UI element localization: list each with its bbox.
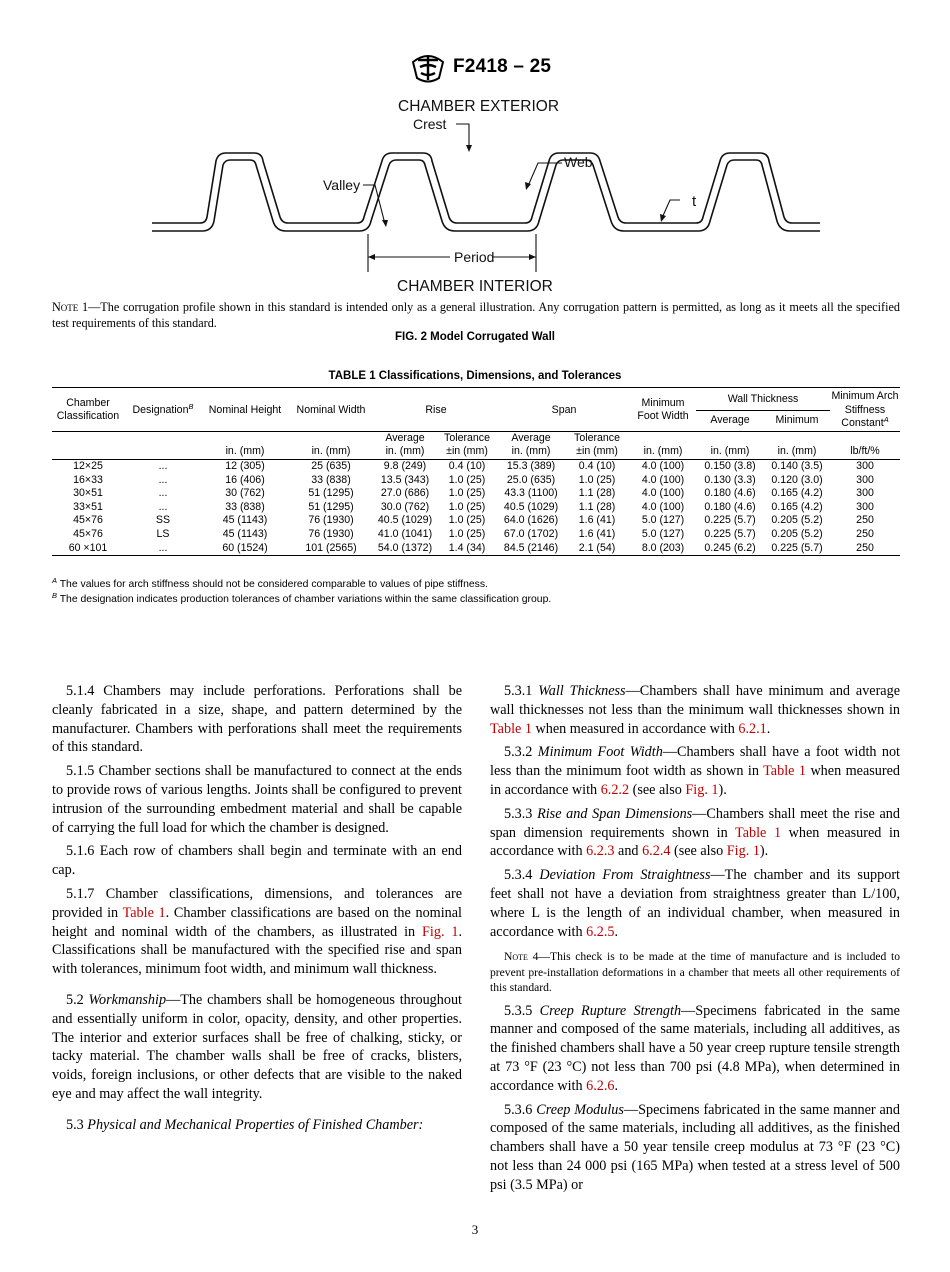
link-table-1[interactable]: Table 1: [490, 720, 532, 737]
note-label: Note 1: [52, 300, 89, 314]
unit-span-average: Average in. (mm): [498, 431, 564, 459]
section-5-1-7: 5.1.7 Chamber classifications, dimensions, and tolerances are provided in Table 1. Chamber classifications are based on the nominal height and nominal width of the chambers, as illustrated in Fig. 1. Classifications shall be manufactured with the specified rise and span with tolerances, minimum foot width, and minimum wall thickness.: [52, 885, 462, 978]
page-header: [0, 52, 950, 86]
page-number: 3: [471, 1222, 479, 1237]
header-span: Span: [498, 388, 630, 432]
section-5-3-6: 5.3.6 Creep Modulus—Specimens fabricated in the same manner and composed of the same materials, including all additives, as the finished chambers shall have a 50 year tensile creep modulus at 73 °F (23 °C) not less than 24 000 psi (165 MPa) when tested at a stress level of 500 psi (3.5 MPa) or: [490, 1101, 900, 1193]
unit-rise-tolerance: Tolerance ±in (mm): [436, 431, 498, 459]
classification-table: [52, 387, 900, 556]
table-footnotes: [52, 577, 900, 607]
table-title: TABLE 1 Classifications, Dimensions, and Tolerances: [328, 370, 622, 382]
left-column: [52, 682, 462, 1135]
label-period: Period: [454, 249, 495, 265]
header-min-foot-width: Minimum Foot Width: [630, 388, 696, 432]
document-number: F2418 – 25: [453, 56, 552, 77]
table-row: 12×25 ... 12 (305) 25 (635) 9.8 (249) 0.4 (10) 15.3 (389) 0.4 (10) 4.0 (100) 0.150 (3.8) 0.140 (3.5) 300: [73, 459, 874, 472]
header-nominal-height: Nominal Height: [202, 388, 288, 432]
figure-caption: FIG. 2 Model Corrugated Wall: [395, 331, 555, 343]
label-valley: Valley: [323, 177, 361, 193]
header-nominal-width: Nominal Width: [288, 388, 374, 432]
section-5-1-6: 5.1.6 Each row of chambers shall begin and terminate with an end cap.: [52, 843, 462, 879]
header-rise: Rise: [374, 388, 498, 432]
right-column: [490, 682, 900, 1195]
footnote-b: $^B$ The designation indicates production tolerances of chamber variations within the same classification group.: [52, 591, 552, 605]
link-6-2-6[interactable]: 6.2.6: [586, 1077, 615, 1094]
section-5-3-1: 5.3.1 Wall Thickness—Chambers shall have minimum and average wall thicknesses not less than the minimum wall thicknesses shown in Table 1 when measured in accordance with 6.2.1.: [490, 683, 900, 737]
label-chamber-interior: CHAMBER INTERIOR: [397, 278, 553, 295]
table-row: 33×51 ... 33 (838) 51 (1295) 30.0 (762) 1.0 (25) 40.5 (1029) 1.1 (28) 4.0 (100) 0.180 (4.6) 0.165 (4.2) 300: [73, 500, 874, 513]
section-5-3: 5.3 Physical and Mechanical Properties of Finished Chamber:: [66, 1116, 424, 1133]
unit: in. (mm): [764, 431, 830, 459]
figure-note: [52, 299, 900, 331]
header-wall-minimum: Minimum: [775, 414, 819, 427]
unit: in. (mm): [202, 431, 288, 459]
section-5-3-3: 5.3.3 Rise and Span Dimensions—Chambers shall meet the rise and span dimension requirements shown in Table 1 when measured in accordance with 6.2.3 and 6.2.4 (see also Fig. 1).: [490, 805, 900, 860]
unit-span-tolerance: Tolerance ±in (mm): [564, 431, 630, 459]
unit: in. (mm): [288, 431, 374, 459]
unit: in. (mm): [696, 431, 764, 459]
unit: lb/ft/%: [830, 431, 900, 459]
section-5-2: 5.2 Workmanship—The chambers shall be homogeneous throughout and essentially uniform in color, opacity, density, and other properties. The interior and exterior surfaces shall be free of chalking, sticky, or tacky material. The chamber walls shall be free of cracks, blisters, voids, foreign inclusions, or other defects that are visible to the naked eye and may affect the wall integrity.: [52, 991, 462, 1102]
link-table-1[interactable]: Table 1: [763, 763, 806, 780]
link-fig-1[interactable]: Fig. 1: [685, 781, 719, 798]
link-fig-1[interactable]: Fig. 1: [422, 923, 459, 940]
label-chamber-exterior: CHAMBER EXTERIOR: [398, 98, 560, 115]
link-table-1[interactable]: Table 1: [735, 824, 782, 841]
label-thickness-t: t: [692, 193, 697, 210]
section-5-3-4: 5.3.4 Deviation From Straightness—The chamber and its support feet shall not have a deviation from straightness greater than L/100, where L is the length of an individual chamber, when measured in accordance with 6.2.5.: [490, 867, 900, 940]
corrugated-wall-diagram: [140, 92, 820, 297]
section-5-1-5: 5.1.5 Chamber sections shall be manufactured to connect at the ends to provide rows of various lengths. Joints shall be configured to prevent intrusion of the surrounding embedment material and shall be capable of carrying the full load for which the chamber is designed.: [52, 763, 462, 836]
section-5-3-5: 5.3.5 Creep Rupture Strength—Specimens fabricated in the same manner and composed of the same materials, including all additives, as the finished chambers shall have a 50 year creep rupture tensile strength at 73 °F (23 °C) not less than 700 psi (4.8 MPa), when determined in accordance with 6.2.6.: [490, 1002, 900, 1094]
section-5-1-4: 5.1.4 Chambers may include perforations. Perforations shall be cleanly fabricated in a size, shape, and pattern determined by the manufacturer. Chambers with perforations shall meet the requirements of this standard.: [52, 683, 462, 756]
table-row: 16×33 ... 16 (406) 33 (838) 13.5 (343) 1.0 (25) 25.0 (635) 1.0 (25) 4.0 (100) 0.130 (3.3) 0.120 (3.0) 300: [73, 473, 874, 486]
header-arch-stiffness: Minimum Arch Stiffness Constant$^A$: [830, 388, 900, 432]
link-6-2-4[interactable]: 6.2.4: [642, 843, 671, 860]
header-classification: Chamber Classification: [52, 388, 124, 432]
note-4: Note 4—This check is to be made at the time of manufacture and is included to prevent pre-installation deformations in a chamber that meets all other requirements of this standard.: [490, 950, 900, 995]
table-row: 30×51 ... 30 (762) 51 (1295) 27.0 (686) 1.0 (25) 43.3 (1100) 1.1 (28) 4.0 (100) 0.180 (4.6) 0.165 (4.2) 300: [73, 487, 874, 500]
label-web: Web: [564, 154, 593, 170]
unit-rise-average: Average in. (mm): [374, 431, 436, 459]
table-row: 60 ×101 ... 60 (1524) 101 (2565) 54.0 (1372) 1.4 (34) 84.5 (2146) 2.1 (54) 8.0 (203) 0.245 (6.2) 0.225 (5.7) 250: [52, 542, 900, 556]
note-text: —The corrugation profile shown in this standard is intended only as a general illustration. Any corrugation pattern is permitted, as long as it meets all the specified test requirements of this standard.: [52, 300, 901, 330]
section-5-3-2: 5.3.2 Minimum Foot Width—Chambers shall have a foot width not less than the minimum foot width as shown in Table 1 when measured in accordance with 6.2.2 (see also Fig. 1).: [490, 744, 900, 798]
table-row: 45×76 SS 45 (1143) 76 (1930) 40.5 (1029) 1.0 (25) 64.0 (1626) 1.6 (41) 5.0 (127) 0.225 (5.7) 0.205 (5.2) 250: [73, 514, 874, 527]
header-wall-thickness: Wall Thickness: [696, 388, 830, 411]
footnote-a: $^A$ The values for arch stiffness should not be considered comparable to values of pipe stiffness.: [52, 576, 488, 590]
astm-logo-icon: [409, 52, 447, 84]
table-row: 45×76 LS 45 (1143) 76 (1930) 41.0 (1041) 1.0 (25) 67.0 (1702) 1.6 (41) 5.0 (127) 0.225 (5.7) 0.205 (5.2) 250: [73, 527, 874, 540]
link-table-1[interactable]: Table 1: [122, 904, 166, 921]
link-6-2-1[interactable]: 6.2.1: [738, 720, 767, 737]
wall-inner-profile: [152, 160, 820, 231]
label-crest: Crest: [413, 116, 447, 132]
link-6-2-5[interactable]: 6.2.5: [586, 923, 615, 940]
header-wall-average: Average: [710, 414, 750, 427]
unit: in. (mm): [630, 431, 696, 459]
table-1: [52, 387, 900, 556]
link-fig-1[interactable]: Fig. 1: [726, 843, 760, 860]
header-designation: Designation$^B$: [124, 388, 202, 432]
link-6-2-3[interactable]: 6.2.3: [586, 843, 615, 860]
table-body: [52, 459, 900, 555]
link-6-2-2[interactable]: 6.2.2: [600, 781, 630, 798]
